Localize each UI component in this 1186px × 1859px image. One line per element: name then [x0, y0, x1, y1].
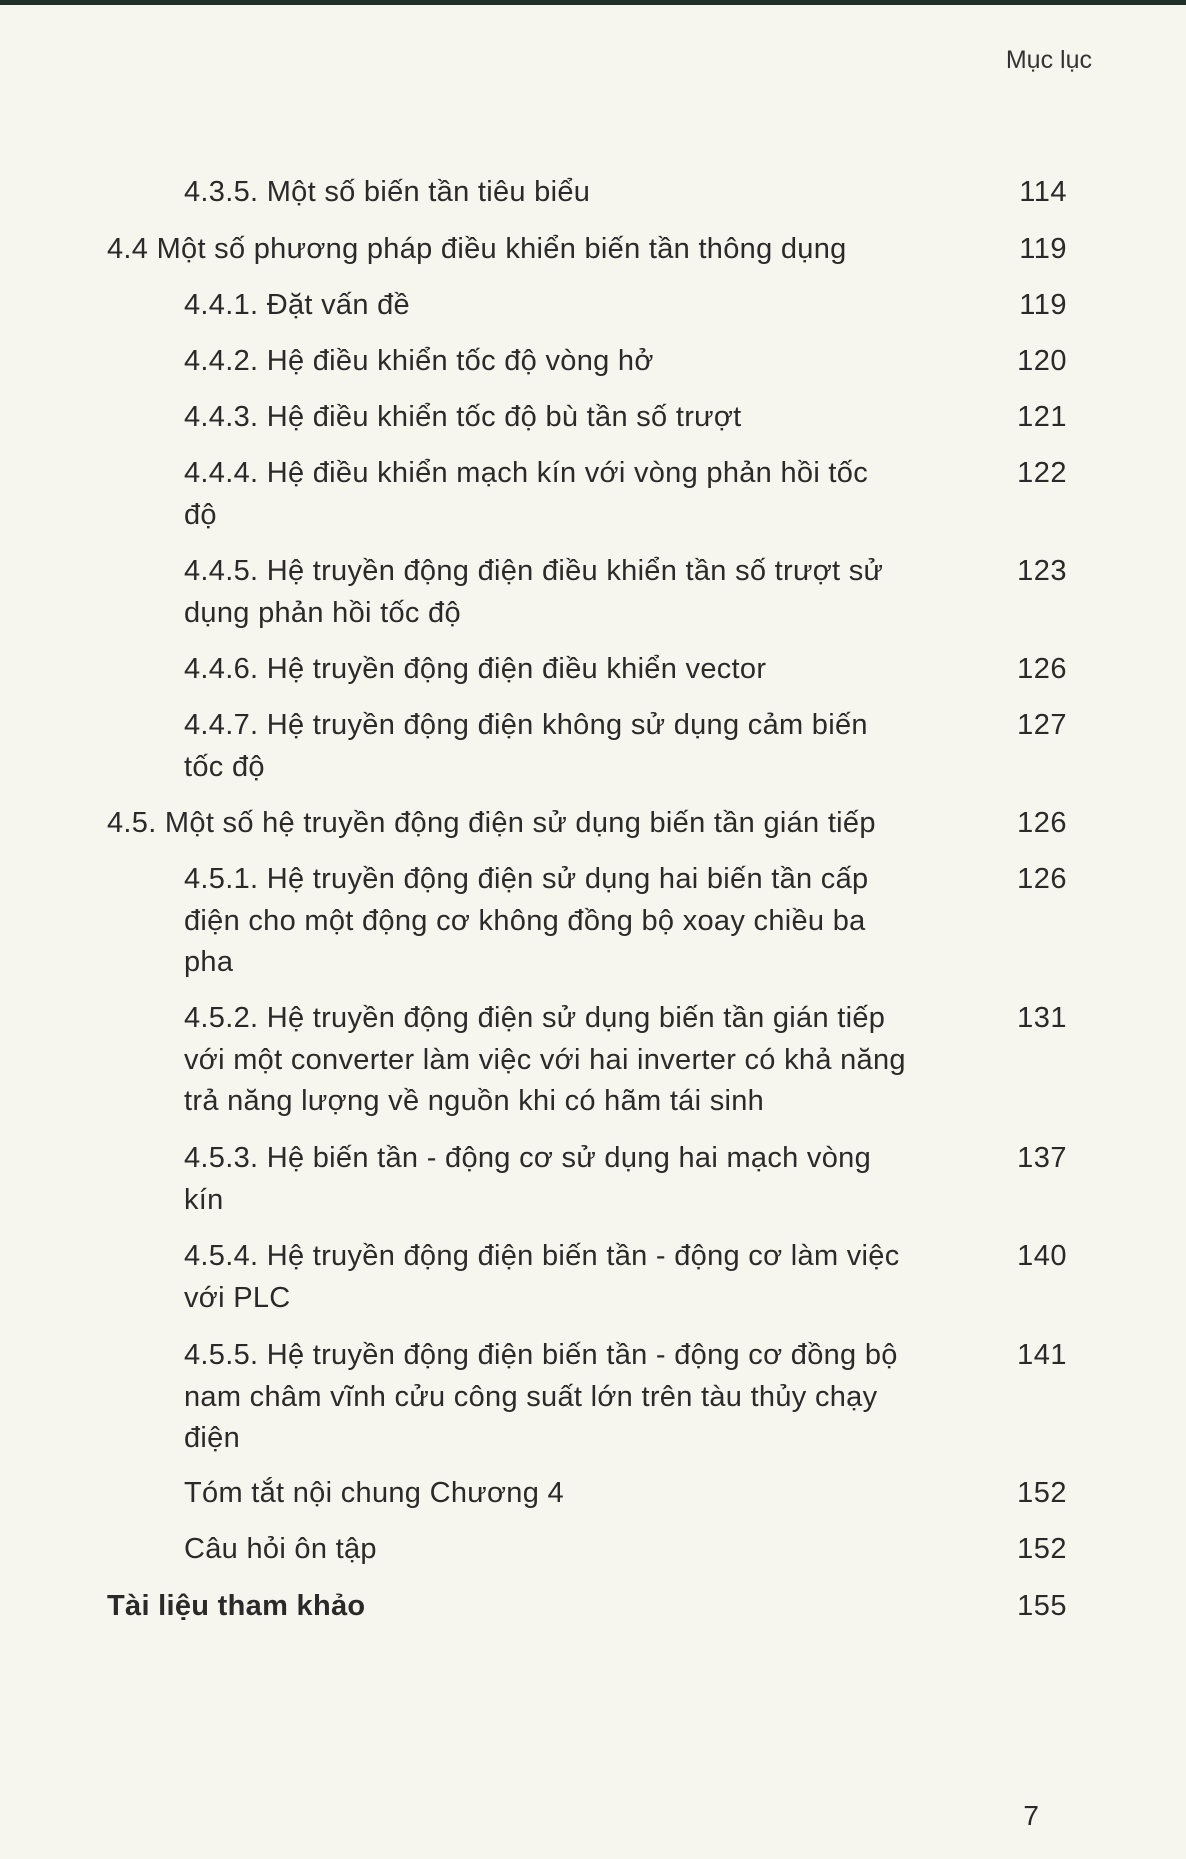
toc-entry-line: Câu hỏi ôn tập — [184, 1533, 377, 1565]
toc-entry-page: 152 — [1017, 1533, 1067, 1565]
toc-entry-title — [184, 1236, 900, 1319]
toc-entry-line: độ — [184, 498, 217, 531]
page-number: 7 — [1023, 1800, 1039, 1831]
toc-entry-title — [184, 453, 868, 536]
toc-entry-page: 140 — [1017, 1240, 1067, 1272]
toc-entry-title — [184, 285, 410, 327]
toc-entry-line: 4.5.1. Hệ truyền động điện sử dụng hai biến tần cấp — [184, 863, 869, 895]
toc-entry-line: 4.5.3. Hệ biến tần - động cơ sử dụng hai mạch vòng — [184, 1142, 872, 1174]
toc-entry-title — [184, 1138, 871, 1221]
toc-entry-line: 4.4.3. Hệ điều khiển tốc độ bù tần số trượt — [184, 401, 742, 433]
toc-entry-title — [184, 1335, 898, 1460]
toc-entry-line: 4.4.7. Hệ truyền động điện không sử dụng cảm biến — [184, 709, 868, 741]
top-edge — [0, 0, 1186, 5]
toc-entry-line: 4.5. Một số hệ truyền động điện sử dụng biến tần gián tiếp — [107, 807, 876, 839]
toc-entry-title — [107, 1586, 365, 1628]
toc-entry-title — [184, 705, 868, 788]
toc-entry-line: nam châm vĩnh cửu công suất lớn trên tàu thủy chạy — [184, 1380, 878, 1413]
toc-entry-line: điện cho một động cơ không đồng bộ xoay chiều ba — [184, 904, 866, 937]
toc-entry-line: 4.5.2. Hệ truyền động điện sử dụng biến tần gián tiếp — [184, 1002, 886, 1034]
toc-entry-line: với một converter làm việc với hai inverter có khả năng — [184, 1043, 906, 1076]
toc-entry-line: 4.4.6. Hệ truyền động điện điều khiển vector — [184, 653, 767, 685]
toc-entry-line: 4.4 Một số phương pháp điều khiển biến tần thông dụng — [107, 233, 847, 265]
toc-entry-page: 121 — [1017, 401, 1067, 433]
toc-entry-line: 4.4.2. Hệ điều khiển tốc độ vòng hở — [184, 345, 654, 377]
toc-entry-page: 152 — [1017, 1477, 1067, 1509]
toc-entry-title — [107, 229, 847, 271]
toc-entry-line: dụng phản hồi tốc độ — [184, 596, 461, 629]
toc-entry-page: 122 — [1017, 457, 1067, 489]
toc-entry-title — [184, 172, 590, 214]
toc-entry-line: 4.4.5. Hệ truyền động điện điều khiển tần số trượt sử — [184, 555, 884, 587]
toc-entry-line: kín — [184, 1183, 224, 1216]
toc-entry-page: 141 — [1017, 1339, 1067, 1371]
toc-entry-line: 4.4.4. Hệ điều khiển mạch kín với vòng phản hồi tốc — [184, 457, 868, 489]
toc-entry-line: Tài liệu tham khảo — [107, 1590, 366, 1622]
toc-entry-page: 126 — [1017, 653, 1067, 685]
toc-entry-title — [184, 397, 742, 439]
toc-entry-page: 120 — [1017, 345, 1067, 377]
toc-entry-title — [184, 551, 883, 634]
toc-entry-title — [184, 341, 654, 383]
toc-entry-title — [184, 1529, 377, 1571]
toc-entry-line: 4.5.4. Hệ truyền động điện biến tần - động cơ làm việc — [184, 1240, 900, 1272]
toc-entry-page: 126 — [1017, 863, 1067, 895]
toc-entry-page: 127 — [1017, 709, 1067, 741]
toc-entry-line: pha — [184, 946, 234, 978]
toc-entry-line: tốc độ — [184, 750, 265, 783]
toc-entry-title — [184, 1473, 564, 1515]
toc-entry-title — [184, 649, 766, 691]
toc-entry-page: 119 — [1019, 289, 1067, 321]
toc-entry-line: Tóm tắt nội chung Chương 4 — [184, 1477, 564, 1509]
toc-entry-page: 119 — [1019, 233, 1067, 265]
toc-entry-line: với PLC — [184, 1281, 291, 1314]
toc-entry-page: 155 — [1017, 1590, 1067, 1622]
toc-entry-title — [107, 803, 876, 845]
toc-entry-page: 126 — [1017, 807, 1067, 839]
toc-entry-page: 114 — [1019, 176, 1067, 208]
toc-entry-page: 137 — [1017, 1142, 1067, 1174]
toc-entry-line: trả năng lượng về nguồn khi có hãm tái sinh — [184, 1085, 765, 1117]
toc-entry-title — [184, 859, 868, 984]
toc-entry-page: 123 — [1017, 555, 1067, 587]
running-header: Mục lục — [1005, 46, 1092, 74]
toc-entry-line: 4.5.5. Hệ truyền động điện biến tần - động cơ đồng bộ — [184, 1339, 898, 1371]
toc-entry-line: 4.3.5. Một số biến tần tiêu biểu — [184, 176, 591, 208]
toc-entry-line: 4.4.1. Đặt vấn đề — [184, 289, 410, 321]
toc-entry-line: điện — [184, 1422, 241, 1454]
toc-entry-title — [184, 998, 906, 1123]
toc-entry-page: 131 — [1017, 1002, 1067, 1034]
